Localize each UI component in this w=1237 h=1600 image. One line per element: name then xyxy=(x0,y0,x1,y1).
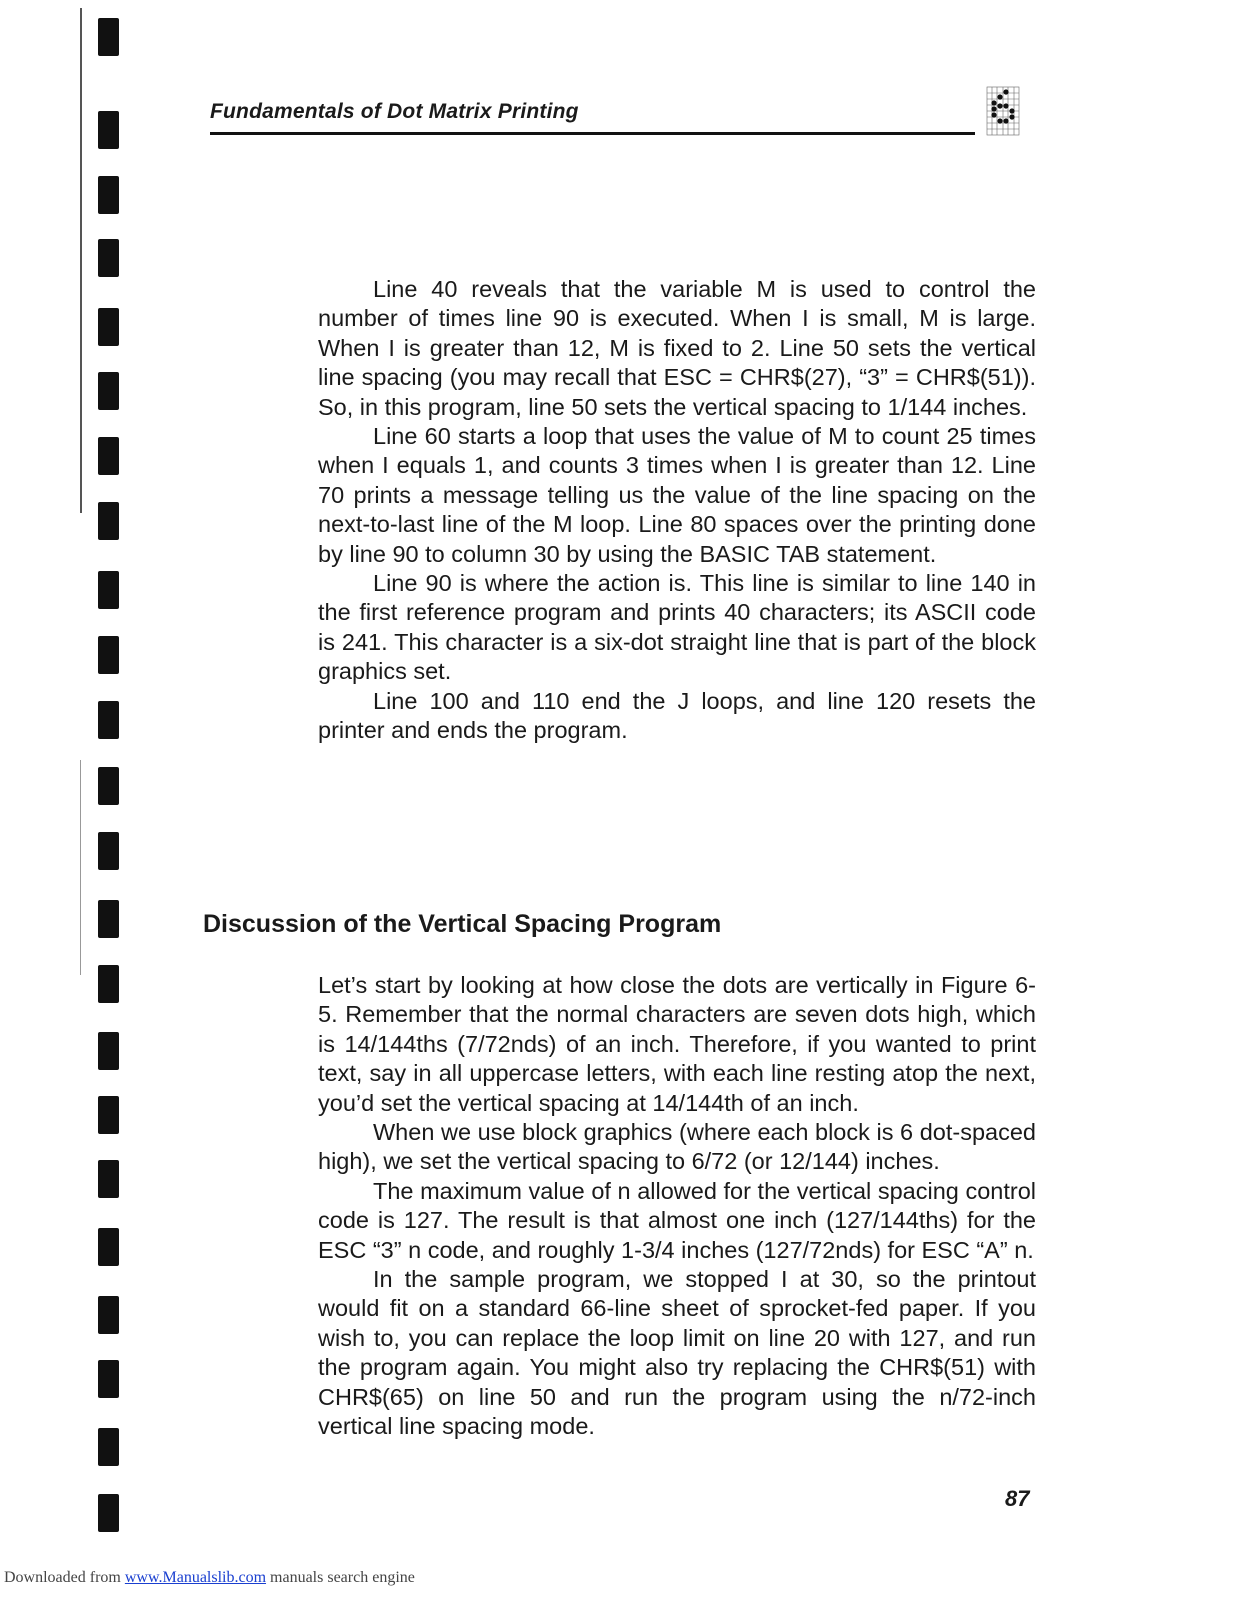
binding-hole xyxy=(98,965,119,1003)
section2-body xyxy=(318,971,1036,1442)
margin-rule xyxy=(80,8,82,513)
binding-hole xyxy=(98,1360,119,1398)
page-number: 87 xyxy=(1005,1486,1030,1511)
footer-suffix: manuals search engine xyxy=(266,1569,415,1586)
binding-hole xyxy=(98,1296,119,1334)
footer-prefix: Downloaded from xyxy=(4,1569,125,1586)
binding-hole xyxy=(98,1494,119,1532)
section-heading: Discussion of the Vertical Spacing Program xyxy=(203,910,722,938)
binding-hole xyxy=(98,767,119,805)
paragraph: In the sample program, we stopped I at 30, so the printout would fit on a standard 66-line sheet of sprocket-fed paper. If you wish to, you can replace the loop limit on line 20 with 127, and run the program again. You might also try replacing the CHR$(51) with CHR$(65) on line 50 and run the program using the n/72-inch vertical line spacing mode. xyxy=(318,1266,1036,1440)
binding-hole xyxy=(98,1032,119,1070)
header-rule xyxy=(210,132,975,135)
download-footer xyxy=(4,1569,415,1587)
paragraph: Line 40 reveals that the variable M is used to control the number of times line 90 is executed. When I is small, M is large. When I is greater than 12, M is fixed to 2. Line 50 sets the vertical line spacing (you may recall that ESC = CHR$(27), “3” = CHR$(51)). So, in this program, line 50 sets the vertical spacing to 1/144 inches. xyxy=(318,276,1036,420)
binding-hole xyxy=(98,18,119,56)
dot-matrix-6-icon xyxy=(986,86,1020,136)
binding-holes xyxy=(98,0,120,1600)
manualslib-link[interactable]: www.Manualslib.com xyxy=(124,1569,267,1586)
section1-body xyxy=(318,275,1036,746)
binding-hole xyxy=(98,636,119,674)
binding-hole xyxy=(98,239,119,277)
binding-hole xyxy=(98,571,119,609)
paragraph: Line 90 is where the action is. This line is similar to line 140 in the first reference program and prints 40 characters; its ASCII code is 241. This character is a six-dot straight line that is part of the block graphics set. xyxy=(318,570,1036,685)
binding-hole xyxy=(98,900,119,938)
paragraph: Line 60 starts a loop that uses the value of M to count 25 times when I equals 1, and counts 3 times when I is greater than 12. Line 70 prints a message telling us the value of the line spacing on the next-to-last line of the M loop. Line 80 spaces over the printing done by line 90 to column 30 by using the BASIC TAB statement. xyxy=(318,423,1036,567)
margin-rule-lower xyxy=(80,760,81,975)
binding-hole xyxy=(98,1228,119,1266)
binding-hole xyxy=(98,111,119,149)
paragraph: When we use block graphics (where each block is 6 dot-spaced high), we set the vertical spacing to 6/72 (or 12/144) inches. xyxy=(318,1119,1036,1175)
running-header-title: Fundamentals of Dot Matrix Printing xyxy=(210,100,579,123)
binding-hole xyxy=(98,701,119,739)
binding-hole xyxy=(98,832,119,870)
binding-hole xyxy=(98,308,119,346)
paragraph: The maximum value of n allowed for the vertical spacing control code is 127. The result is that almost one inch (127/144ths) for the ESC “3” n code, and roughly 1-3/4 inches (127/72nds) for ESC “A” n. xyxy=(318,1177,1036,1263)
binding-hole xyxy=(98,502,119,540)
binding-hole xyxy=(98,176,119,214)
paragraph: Line 100 and 110 end the J loops, and line 120 resets the printer and ends the program. xyxy=(318,687,1036,744)
binding-hole xyxy=(98,1428,119,1466)
binding-hole xyxy=(98,437,119,475)
binding-hole xyxy=(98,1160,119,1198)
binding-hole xyxy=(98,372,119,410)
binding-hole xyxy=(98,1096,119,1134)
paragraph: Let’s start by looking at how close the dots are vertically in Figure 6-5. Remember that the normal characters are seven dots high, which is 14/144ths (7/72nds) of an inch. Therefore, if you wanted to print text, say in all uppercase letters, with each line resting atop the next, you’d set the vertical spacing at 14/144th of an inch. xyxy=(318,972,1036,1116)
